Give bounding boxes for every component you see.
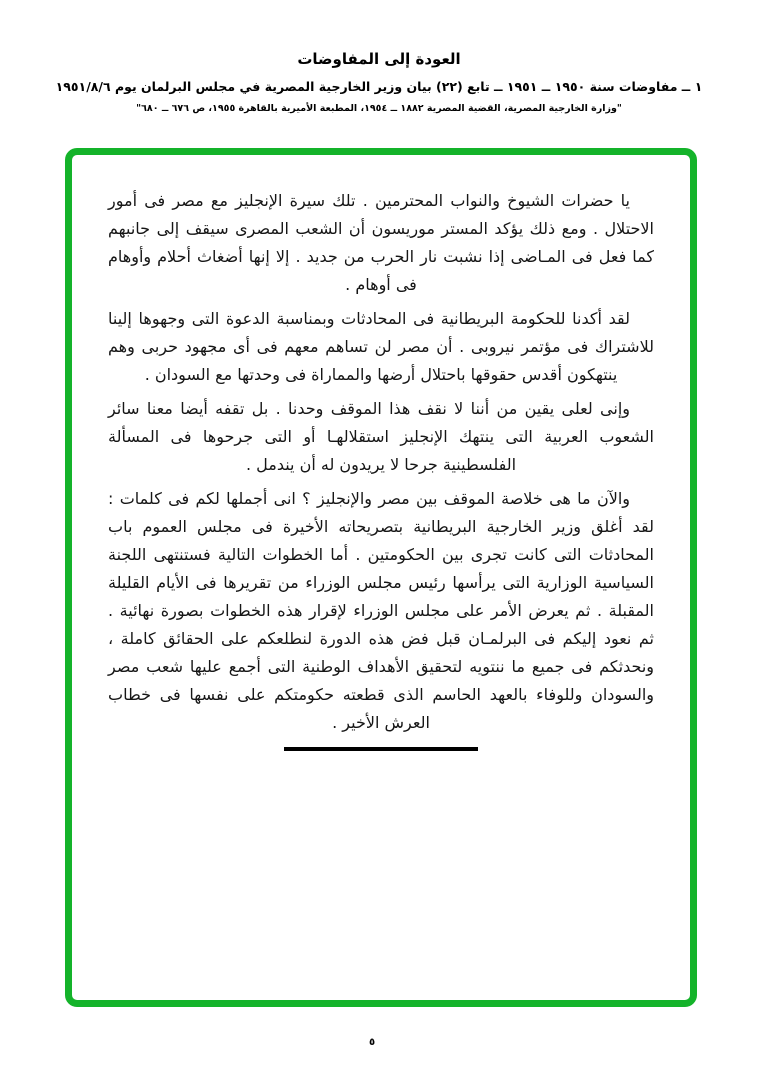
- scan-paragraph-3: وإنى لعلى يقين من أننا لا نقف هذا الموقف وحدنا . بل تقفه أيضا معنا سائر الشعوب العربية التى ينتهك الإنجليز استقلالهـا أو التى جرحوها فى المسألة الفلسطينية جرحا لا يريدون له أن يندمل .: [108, 399, 654, 474]
- section-heading: ١ ــ مفاوضات سنة ١٩٥٠ ــ ١٩٥١ ــ تابع (٢٢) بيان وزير الخارجية المصرية في مجلس البرلمان يوم ١٩٥١/٨/٦: [55, 79, 703, 94]
- scan-paragraph-1: يا حضرات الشيوخ والنواب المحترمين . تلك سيرة الإنجليز مع مصر فى أمور الاحتلال . ومع ذلك يؤكد المستر موريسون أن الشعب المصرى سيقف إلى جانبهم كما فعل فى المـاضى إذا نشبت نار الحرب من جديد . إلا إنها أضغاث أحلام وأوهام فى أوهام .: [108, 191, 654, 294]
- page-number: ٥: [368, 1037, 376, 1048]
- scan-paragraph-4: والآن ما هى خلاصة الموقف بين مصر والإنجليز ؟ انى أجملها لكم فى كلمات : لقد أغلق وزير الخارجية البريطانية بتصريحاته الأخيرة فى مجلس العموم باب المحادثات التى كانت تجرى بين الحكومتين . أما الخطوات التالية فستنتهى اللجنة السياسية الوزارية التى يرأسها رئيس مجلس الوزراء من تقريرها فى الأيام القليلة المقبلة . ثم يعرض الأمر على مجلس الوزراء لإقرار هذه الخطوات بصورة نهائية . ثم نعود إليكم فى البرلمـان قبل فض هذه الدورة لنطلعكم على الحقائق كاملة ، ونحدثكم فى جميع ما ننتويه لتحقيق الأهداف الوطنية التى أجمع عليها شعب مصر والسودان وللوفاء بالعهد الحاسم الذى قطعته حكومتكم على نفسها فى خطاب العرش الأخير .: [108, 489, 654, 732]
- scanned-text-block: [72, 155, 690, 751]
- section-divider-rule: [284, 747, 478, 751]
- page-title: العودة إلى المفاوضات: [297, 50, 461, 68]
- source-citation: "وزارة الخارجية المصرية، القضية المصرية ١٨٨٢ ــ ١٩٥٤، المطبعة الأميرية بالقاهرة ١٩٥٥، ص ٦٧٦ ــ ٦٨٠": [136, 103, 622, 114]
- highlighted-scan-region: [65, 148, 697, 1007]
- scan-paragraph-2: لقد أكدنا للحكومة البريطانية فى المحادثات وبمناسبة الدعوة التى وجهوها إلينا للاشتراك فى مؤتمر نيروبى . أن مصر لن تساهم معهم فى أى مجهود حربى وهم ينتهكون أقدس حقوقها باحتلال أرضها والمماراة فى وحدتها مع السودان .: [108, 309, 654, 384]
- page-header: [0, 0, 758, 114]
- page-footer: [0, 1030, 744, 1049]
